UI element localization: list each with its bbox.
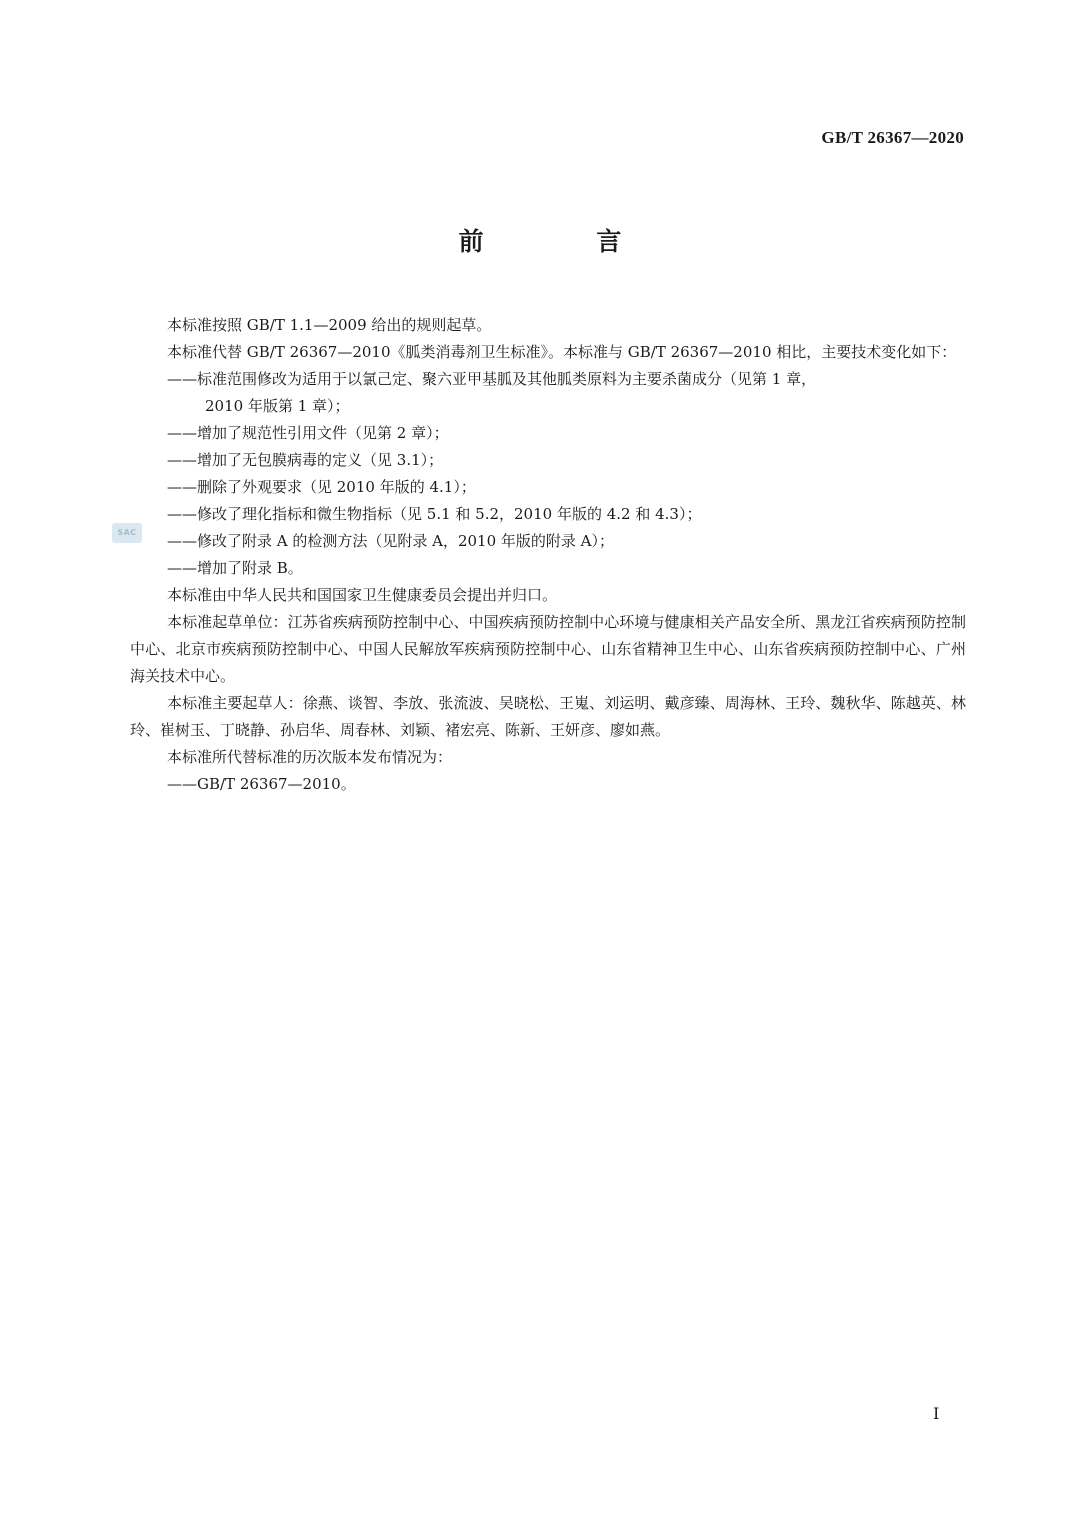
change-item	[130, 366, 966, 420]
change-item: ——增加了无包膜病毒的定义（见 3.1）；	[167, 451, 444, 469]
change-item: ——增加了规范性引用文件（见第 2 章）；	[167, 424, 449, 442]
page-title: 前 言	[458, 227, 674, 256]
page-number: I	[933, 1404, 940, 1423]
change-item: ——增加了附录 B。	[167, 559, 303, 577]
paragraph-history: 本标准所代替标准的历次版本发布情况为：	[167, 748, 453, 766]
change-item: ——删除了外观要求（见 2010 年版的 4.1）；	[167, 478, 476, 496]
change-item: ——修改了理化指标和微生物指标（见 5.1 和 5.2，2010 年版的 4.2 和 4.3）；	[167, 505, 702, 523]
change-item-text: ——标准范围修改为适用于以氯己定、聚六亚甲基胍及其他胍类原料为主要杀菌成分（见第 1 章，	[167, 370, 817, 388]
paragraph-replacement: 本标准代替 GB/T 26367—2010《胍类消毒剂卫生标准》。本标准与 GB/T 26367—2010 相比，主要技术变化如下：	[167, 343, 957, 361]
document-body	[130, 312, 966, 798]
history-item: ——GB/T 26367—2010。	[167, 775, 356, 793]
document-code: GB/T 26367—2020	[821, 128, 964, 147]
change-item: ——修改了附录 A 的检测方法（见附录 A，2010 年版的附录 A）；	[167, 532, 615, 550]
change-item-continuation: 2010 年版第 1 章）；	[205, 397, 350, 415]
paragraph-drafters: 本标准主要起草人：徐燕、谈智、李放、张流波、吴晓松、王嵬、刘运明、戴彦臻、周海林、王玲、魏秋华、陈越英、林玲、崔树玉、丁晓静、孙启华、周春林、刘颖、褚宏亮、陈新、王妍彦、廖如燕。	[130, 694, 966, 739]
paragraph-proposer: 本标准由中华人民共和国国家卫生健康委员会提出并归口。	[167, 586, 558, 604]
watermark-stamp: SAC	[112, 523, 142, 543]
paragraph-drafting-units: 本标准起草单位：江苏省疾病预防控制中心、中国疾病预防控制中心环境与健康相关产品安全所、黑龙江省疾病预防控制中心、北京市疾病预防控制中心、中国人民解放军疾病预防控制中心、山东省精神卫生中心、山东省疾病预防控制中心、广州海关技术中心。	[130, 613, 966, 685]
paragraph-drafting-rule: 本标准按照 GB/T 1.1—2009 给出的规则起草。	[167, 316, 492, 334]
